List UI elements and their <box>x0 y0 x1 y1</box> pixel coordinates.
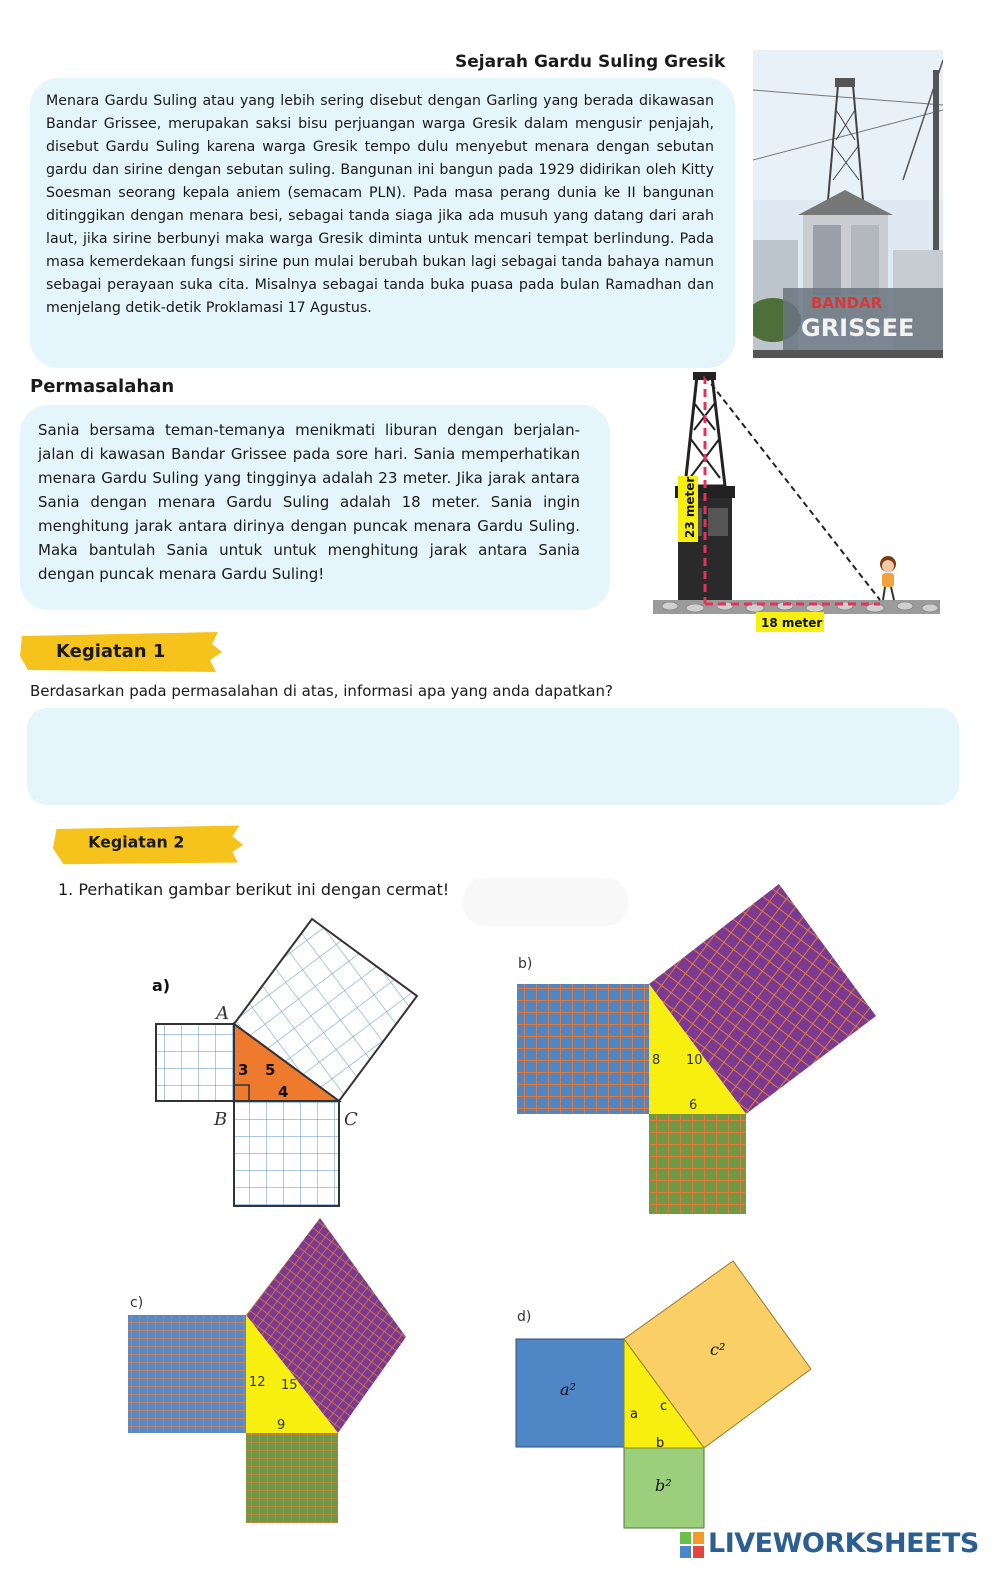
figure-a-side2: 5 <box>265 1061 276 1079</box>
figure-b-side3: 6 <box>689 1098 698 1113</box>
figure-a-side3: 4 <box>278 1083 289 1101</box>
figure-a <box>130 915 450 1215</box>
photo-sign-bottom: GRISSEE <box>801 314 915 342</box>
figure-b <box>500 880 890 1220</box>
figure-d-sq-a: a² <box>560 1380 576 1399</box>
history-text: Menara Gardu Suling atau yang lebih sering disebut dengan Garling yang berada dikawasan Bandar Grissee, merupakan saksi bisu perjuangan warga Gresik dalam mengusir penjajah, disebut Gardu Suling karena warga Gresik tempo dulu menyebut menara dengan sebutan gardu dan sirine dengan sebutan suling. Bangunan ini bangun pada 1929 didirikan oleh Kitty Soesman seorang kepala aniem (semacam PLN). Pada masa perang dunia ke II bangunan ditinggikan dengan menara besi, sebagai tanda siaga jika ada musuh yang datang dari arah laut, jika sirine berbunyi maka warga Gresik diminta untuk mencari tempat berlindung. Pada masa kemerdekaan fungsi sirine pun mulai berubah bukan lagi sebagai tanda bahaya namun sebagai perayaan suka cita. Misalnya sebagai tanda buka puasa pada bulan Ramadhan dan menjelang detik-detik Proklamasi 17 Agustus. <box>46 93 714 316</box>
tower-diagram <box>650 368 945 638</box>
figure-b-side2: 10 <box>686 1053 703 1068</box>
problem-text: Sania bersama teman-temanya menikmati liburan dengan berjalan-jalan di kawasan Bandar Grissee pada sore hari. Sania memperhatikan menara Gardu Suling yang tingginya adalah 23 meter. Jika jarak antara Sania dengan menara Gardu Suling adalah 18 meter. Sania ingin menghitung jarak antara dirinya dengan puncak menara Gardu Suling. Maka bantulah Sania untuk untuk menghitung jarak antara Sania dengan puncak menara Gardu Suling! <box>38 421 580 583</box>
figure-c-side3: 9 <box>277 1418 286 1433</box>
figure-d-sq-b: b² <box>655 1476 672 1495</box>
figure-d-side-b: b <box>656 1436 665 1451</box>
liveworksheets-logo <box>680 1528 980 1564</box>
gardu-suling-photo <box>753 50 943 358</box>
figure-d-sq-c: c² <box>710 1340 726 1359</box>
figure-a-side1: 3 <box>238 1061 249 1079</box>
vertex-b: B <box>214 1109 228 1130</box>
figure-a-label: a) <box>152 976 171 995</box>
problem-heading: Permasalahan <box>30 376 175 397</box>
figure-d-side-c: c <box>660 1399 668 1414</box>
kegiatan1-banner <box>18 630 223 674</box>
figure-d-side-a: a <box>630 1407 638 1422</box>
figure-b-label: b) <box>518 956 533 972</box>
figure-c-side1: 12 <box>249 1375 266 1390</box>
kegiatan2-item1: 1. Perhatikan gambar berikut ini dengan cermat! <box>58 880 450 899</box>
vertex-a: A <box>216 1003 229 1024</box>
kegiatan2-label: Kegiatan 2 <box>88 832 185 852</box>
figure-c-side2: 15 <box>281 1378 298 1393</box>
liveworksheets-logo-text: LIVEWORKSHEETS <box>708 1528 979 1559</box>
height-label: 23 meter <box>683 476 697 538</box>
figure-c-label: c) <box>130 1295 144 1311</box>
figure-b-side1: 8 <box>652 1053 661 1068</box>
history-title: Sejarah Gardu Suling Gresik <box>455 52 726 72</box>
kegiatan1-label: Kegiatan 1 <box>56 641 166 662</box>
figure-d <box>505 1255 825 1540</box>
photo-sign-top: BANDAR <box>811 294 883 312</box>
kegiatan1-answer-field[interactable] <box>27 708 959 805</box>
girl-figure <box>880 556 896 600</box>
liveworksheets-logo-icon <box>680 1532 704 1558</box>
kegiatan2-banner <box>38 822 258 866</box>
distance-label: 18 meter <box>761 616 823 630</box>
kegiatan1-question: Berdasarkan pada permasalahan di atas, informasi apa yang anda dapatkan? <box>30 682 613 700</box>
figure-d-label: d) <box>517 1309 532 1325</box>
figure-c <box>115 1210 415 1530</box>
vertex-c: C <box>344 1109 358 1130</box>
